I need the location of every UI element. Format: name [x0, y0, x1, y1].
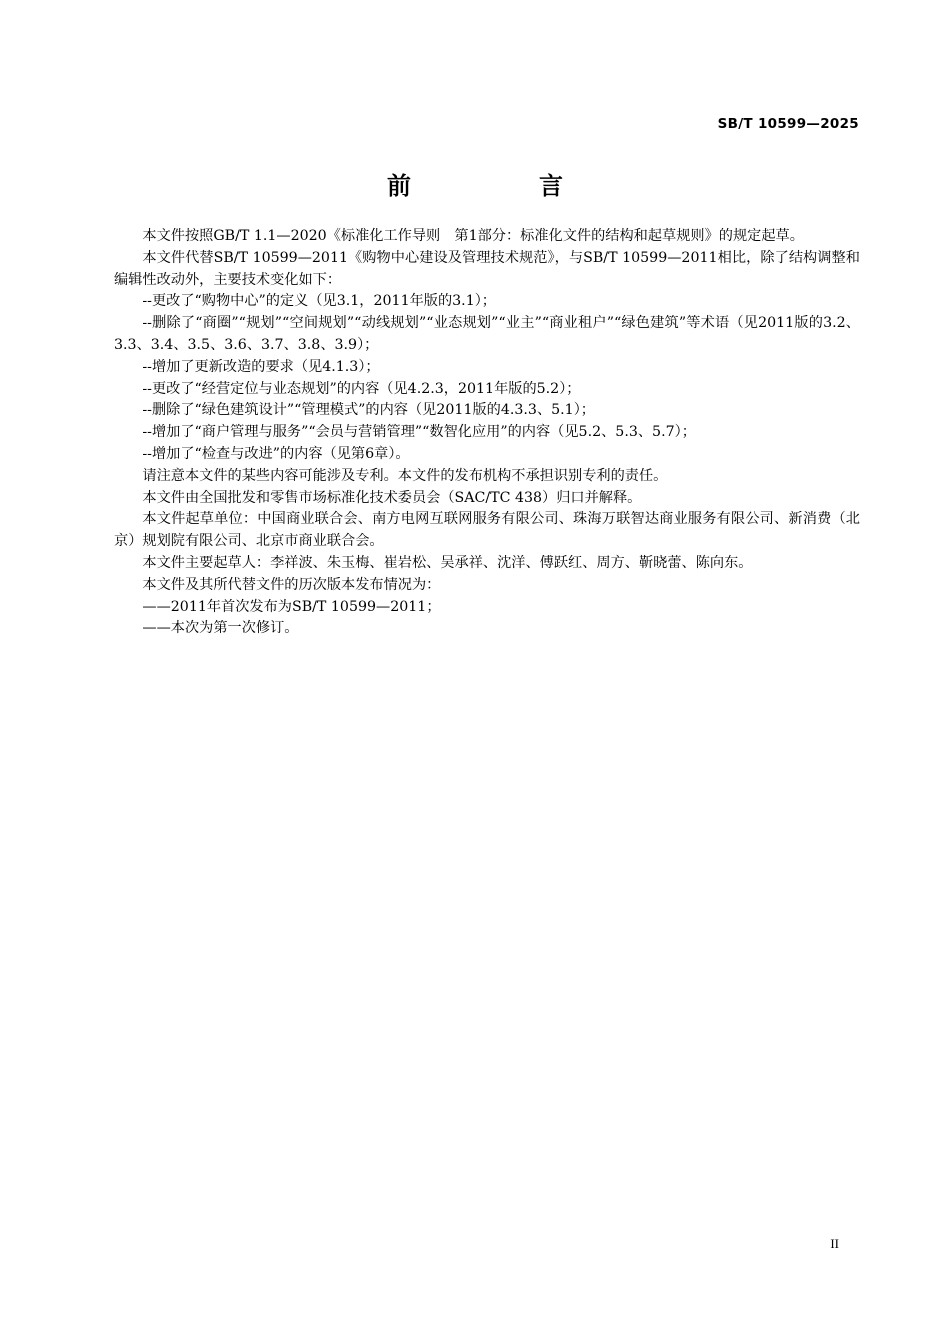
page-title: 前 言: [387, 172, 615, 200]
paragraph: 本文件主要起草人：李祥波、朱玉梅、崔岩松、吴承祥、沈洋、傅跃红、周方、靳晓蕾、陈向东。: [142, 554, 753, 571]
paragraph: 本文件代替SB/T 10599—2011《购物中心建设及管理技术规范》，与SB/T 10599—2011相比，除了结构调整和编辑性改动外，主要技术变化如下：: [114, 249, 860, 288]
paragraph: 本文件由全国批发和零售市场标准化技术委员会（SAC/TC 438）归口并解释。: [142, 489, 642, 506]
paragraph: 本文件起草单位：中国商业联合会、南方电网互联网服务有限公司、珠海万联智达商业服务有限公司、新消费（北京）规划院有限公司、北京市商业联合会。: [114, 511, 860, 550]
paragraph: 本文件及其所代替文件的历次版本发布情况为：: [142, 576, 441, 593]
list-item: ——本次为第一次修订。: [142, 620, 299, 637]
list-item: ——2011年首次发布为SB/T 10599—2011；: [142, 598, 441, 615]
paragraph: 请注意本文件的某些内容可能涉及专利。本文件的发布机构不承担识别专利的责任。: [142, 467, 668, 484]
foreword-body: [114, 226, 860, 640]
list-item: --更改了“购物中心”的定义（见3.1，2011年版的3.1）；: [142, 293, 496, 310]
list-item: --增加了“检查与改进”的内容（见第6章）。: [142, 445, 410, 462]
paragraph: 本文件按照GB/T 1.1—2020《标准化工作导则 第1部分：标准化文件的结构和起草规则》的规定起草。: [142, 228, 804, 244]
list-item: --增加了更新改造的要求（见4.1.3）；: [142, 358, 380, 375]
page-number: II: [830, 1236, 839, 1251]
document-code: SB/T 10599—2025: [717, 116, 859, 132]
list-item: --删除了“商圈”“规划”“空间规划”“动线规划”“业态规划”“业主”“商业租户”“绿色建筑”等术语（见2011版的3.2、3.3、3.4、3.5、3.6、3.7、3.8、3.9）；: [114, 315, 860, 353]
list-item: --更改了“经营定位与业态规划”的内容（见4.2.3，2011年版的5.2）；: [142, 380, 581, 397]
list-item: --删除了“绿色建筑设计”“管理模式”的内容（见2011版的4.3.3、5.1）；: [142, 402, 595, 419]
list-item: --增加了“商户管理与服务”“会员与营销管理”“数智化应用”的内容（见5.2、5.3、5.7）；: [142, 424, 696, 441]
